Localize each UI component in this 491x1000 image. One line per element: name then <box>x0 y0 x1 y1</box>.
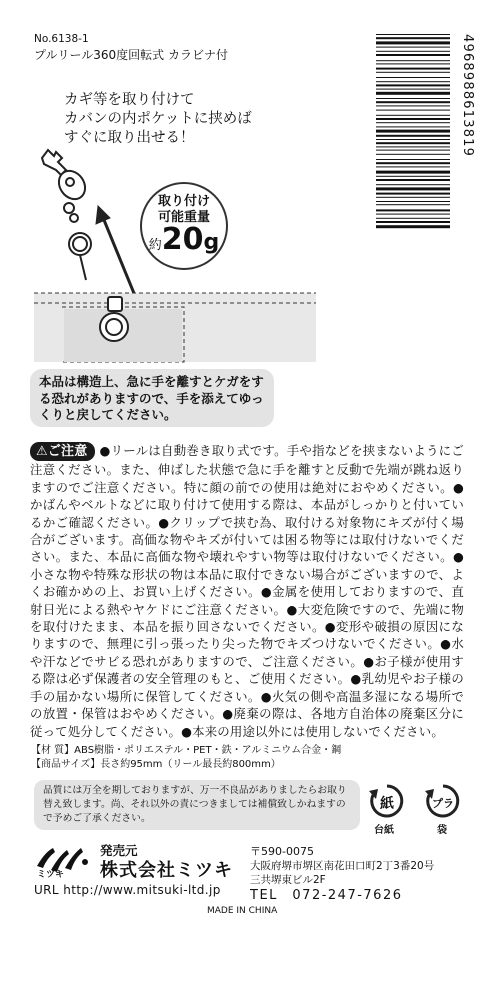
company-logo <box>35 842 97 878</box>
barcode-bar <box>376 81 450 82</box>
quality-notice: 品質には万全を期しておりますが、万一不良品がありましたらお取り替え致します。尚、それ以外の責につきましては補償致しかねますので予めご了承ください。 <box>34 780 360 830</box>
made-in: MADE IN CHINA <box>207 906 278 916</box>
barcode-bar <box>376 84 450 86</box>
barcode-number: 4968988613819 <box>460 34 475 158</box>
seller-label: 発売元 <box>100 843 138 858</box>
product-name: プルリール360度回転式 カラビナ付 <box>34 48 229 62</box>
barcode-bar <box>376 162 450 164</box>
paper-recycle-icon <box>366 783 408 819</box>
barcode-bar <box>376 221 450 223</box>
key-icon <box>42 150 90 204</box>
barcode-bar <box>376 179 450 181</box>
barcode-bar <box>376 146 450 147</box>
barcode-bar <box>376 214 450 215</box>
barcode-bar <box>376 154 450 155</box>
barcode-bar <box>376 139 450 140</box>
barcode-bar <box>376 37 450 39</box>
barcode-bar <box>376 204 450 205</box>
product-number: No.6138-1 <box>34 33 89 45</box>
barcode-bar <box>376 60 450 61</box>
barcode-bar <box>376 34 450 35</box>
barcode-bar <box>376 54 450 56</box>
plastic-recycle-icon <box>422 783 464 819</box>
barcode-bar <box>376 193 450 195</box>
barcode-bar <box>376 201 450 202</box>
caution-text: ●リールは自動巻き取り式です。手や指などを挟まないようにご注意ください。また、伸ばした状態で急に手を離すと反動で先端が跳ね返りますのでご注意ください。特に顔の前での使用は絶対におやめください。●かばんやベルトなどに取り付けて使用する際は、本品がしっかりと付いているかご確認ください。●クリップで挟む為、取付ける対象物にキズが付く場合がございます。高価な物やキズが付いては困る物等には取付けないでください。また、本品に高価な物や壊れやすい物等は取付けないでください。●小さな物や特殊な形状の物は本品に取付できない場合がございますので、よくお確かめの上、お買い上げください。●金属を使用しておりますので、直射日光による熱やヤケドにご注意ください。●大変危険ですので、先端に物を取付けたまま、本品を振り回さないでください。●変形や破損の原因になりますので、無理に引っ張ったり尖った物でキズつけないでください。●水や汗などでサビる恐れがありますので、ご注意ください。●お子様が使用する際は必ず保護者の安全管理のもと、ご使用ください。●乳幼児やお子様の手の届かない場所に保管してください。●火気の側や高温多湿になる場所での放置・保管はおやめください。●廃棄の際は、各地方自治体の廃棄区分に従って処分してください。●本来の用途以外には使用しないでください。 <box>30 443 464 739</box>
paper-recycle-mark: 紙 <box>380 796 394 812</box>
barcode-bar <box>376 118 450 120</box>
barcode-bar <box>376 159 450 160</box>
barcode-bar <box>376 63 450 64</box>
address-line-1: 大阪府堺市堺区南花田口町2丁3番20号 <box>250 860 435 872</box>
company-tel: TEL 072-247-7626 <box>250 888 403 903</box>
capacity-line-1: 取り付け <box>157 194 210 209</box>
barcode-bar <box>376 89 450 90</box>
barcode-bar <box>376 130 450 133</box>
barcode-bar <box>376 142 450 144</box>
barcode-bar <box>376 41 450 44</box>
capacity-unit: g <box>203 230 220 255</box>
plastic-label: 袋 <box>437 825 447 836</box>
headline-line-1: カギ等を取り付けて <box>64 92 195 108</box>
plastic-recycle-mark: プラ <box>432 797 454 810</box>
bag-pocket-illustration <box>34 287 316 362</box>
address-line-2: 三共堺東ビル2F <box>250 874 326 886</box>
warning-box: 本品は構造上、急に手を離すとケガをする恐れがありますので、手を添えてゆっくりと戻してください。 <box>30 369 274 427</box>
recycle-marks <box>366 783 466 835</box>
barcode-bar <box>376 135 450 137</box>
barcode-bar <box>376 51 450 52</box>
barcode-bar <box>376 47 450 48</box>
barcode-bar <box>376 72 450 73</box>
barcode-bar <box>376 98 450 99</box>
capacity-line-2: 可能重量 <box>157 210 210 225</box>
barcode-bar <box>376 225 450 228</box>
logo-text: ミツキ <box>37 870 65 880</box>
barcode-bar <box>376 187 450 190</box>
barcode-bar <box>376 115 450 116</box>
barcode-bar <box>376 101 450 103</box>
barcode-bar <box>376 126 450 127</box>
capacity-prefix: 約 <box>148 238 162 253</box>
postal-code: 〒590-0075 <box>250 845 314 858</box>
size-text: 【商品サイズ】長さ約95mm（リール最長約800mm） <box>31 759 281 770</box>
paper-label: 台紙 <box>374 825 394 836</box>
barcode-bars <box>376 34 450 228</box>
barcode-bar <box>376 166 450 167</box>
barcode-bar <box>376 110 450 111</box>
barcode-bar <box>376 150 450 151</box>
company-url: URL http://www.mitsuki-ltd.jp <box>34 883 221 897</box>
barcode-bar <box>376 105 450 106</box>
caution-badge: ⚠ご注意 <box>30 442 95 461</box>
barcode <box>372 30 475 240</box>
reel-icon <box>64 203 91 280</box>
barcode-bar <box>376 68 450 70</box>
barcode-bar <box>376 176 450 177</box>
barcode-bar <box>376 171 450 174</box>
barcode-bar <box>376 122 450 123</box>
barcode-bar <box>376 77 450 78</box>
capacity-badge <box>140 182 228 270</box>
barcode-bar <box>376 197 450 198</box>
specs <box>31 744 341 772</box>
barcode-bar <box>376 184 450 185</box>
headline-line-2: カバンの内ポケットに挟めば <box>64 111 252 127</box>
barcode-bar <box>376 209 450 211</box>
material-text: 【材 質】ABS樹脂・ポリエステル・PET・鉄・アルミニウム合金・鋼 <box>31 745 342 756</box>
capacity-value: 20 <box>161 222 204 257</box>
barcode-bar <box>376 92 450 95</box>
caution-section <box>30 442 464 740</box>
barcode-bar <box>376 218 450 219</box>
company-name: 株式会社ミツキ <box>100 860 233 881</box>
headline-line-3: すぐに取り出せる！ <box>64 130 195 146</box>
